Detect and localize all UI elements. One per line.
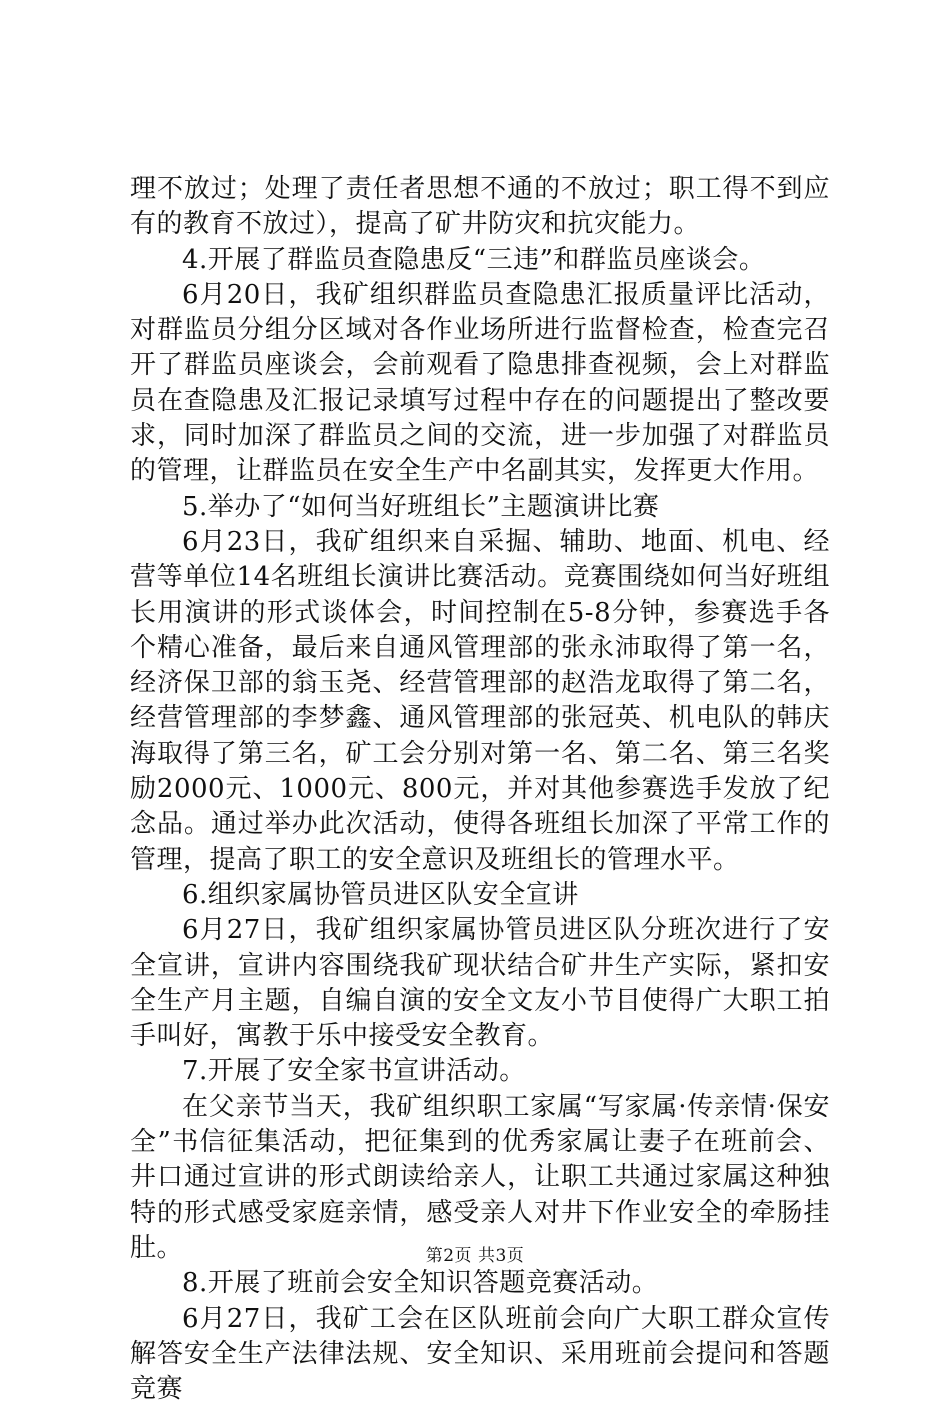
paragraph-item-4: 6月20日，我矿组织群监员查隐患汇报质量评比活动，对群监员分组分区域对各作业场所进行监督检查，检查完召开了群监员座谈会，会前观看了隐患排查视频，会上对群监员在查隐患及汇报记录填写过程中存在的问题提出了整改要求，同时加深了群监员之间的交流，进一步加强了对群监员的管理，让群监员在安全生产中名副其实，发挥更大作用。	[130, 278, 830, 490]
page-number-label: 第2页 共3页	[426, 1246, 525, 1266]
document-body	[130, 172, 830, 1407]
heading-item-4: 4.开展了群监员查隐患反“三违”和群监员座谈会。	[130, 243, 830, 278]
paragraph-item-8: 6月27日，我矿工会在区队班前会向广大职工群众宣传解答安全生产法律法规、安全知识、采用班前会提问和答题竞赛	[130, 1302, 830, 1407]
heading-item-6: 6.组织家属协管员进区队安全宣讲	[130, 878, 830, 913]
heading-item-5: 5.举办了“如何当好班组长”主题演讲比赛	[130, 490, 830, 525]
heading-item-8: 8.开展了班前会安全知识答题竞赛活动。	[130, 1266, 830, 1301]
paragraph-item-5: 6月23日，我矿组织来自采掘、辅助、地面、机电、经营等单位14名班组长演讲比赛活动。竞赛围绕如何当好班组长用演讲的形式谈体会，时间控制在5-8分钟，参赛选手各个精心准备，最后来自通风管理部的张永沛取得了第一名，经济保卫部的翁玉尧、经营管理部的赵浩龙取得了第二名，经营管理部的李梦鑫、通风管理部的张冠英、机电队的韩庆海取得了第三名，矿工会分别对第一名、第二名、第三名奖励2000元、1000元、800元，并对其他参赛选手发放了纪念品。通过举办此次活动，使得各班组长加深了平常工作的管理，提高了职工的安全意识及班组长的管理水平。	[130, 525, 830, 878]
page-footer	[0, 1245, 950, 1267]
paragraph-item-7: 在父亲节当天，我矿组织职工家属“写家属·传亲情·保安全”书信征集活动，把征集到的优秀家属让妻子在班前会、井口通过宣讲的形式朗读给亲人，让职工共通过家属这种独特的形式感受家庭亲情，感受亲人对井下作业安全的牵肠挂肚。	[130, 1090, 830, 1266]
heading-item-7: 7.开展了安全家书宣讲活动。	[130, 1054, 830, 1089]
paragraph-item-6: 6月27日，我矿组织家属协管员进区队分班次进行了安全宣讲，宣讲内容围绕我矿现状结合矿井生产实际，紧扣安全生产月主题，自编自演的安全文友小节目使得广大职工拍手叫好，寓教于乐中接受安全教育。	[130, 913, 830, 1054]
paragraph-continuation: 理不放过；处理了责任者思想不通的不放过；职工得不到应有的教育不放过），提高了矿井防灾和抗灾能力。	[130, 172, 830, 243]
